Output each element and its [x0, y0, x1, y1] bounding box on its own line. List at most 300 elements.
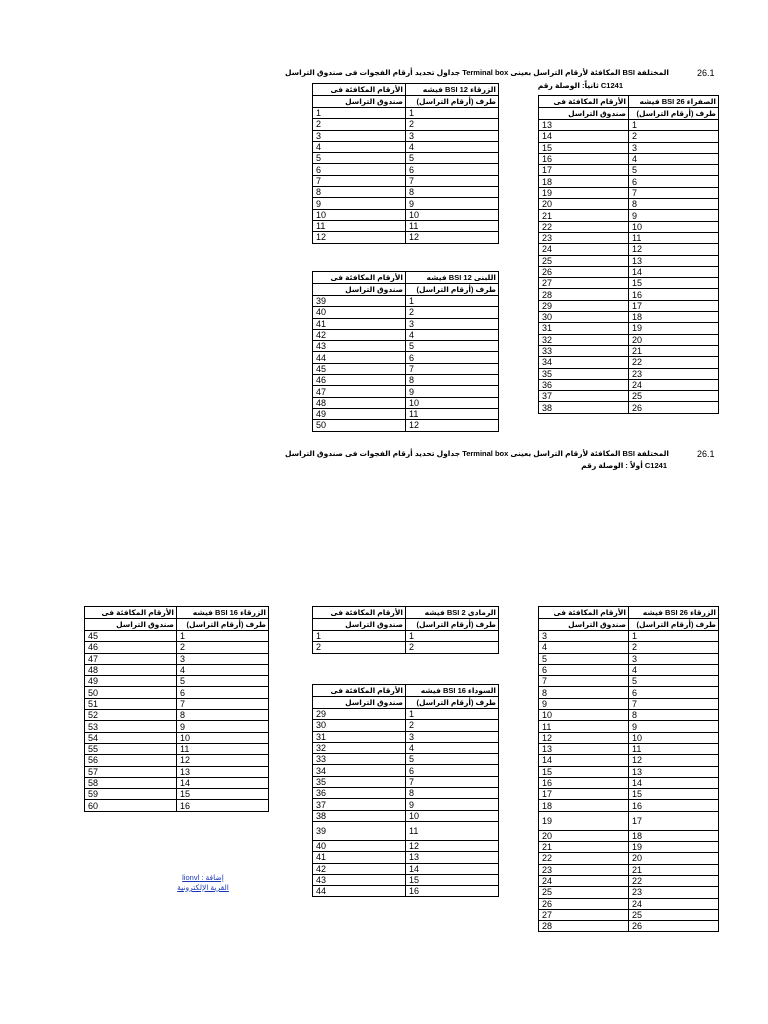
cell-terminal-number: 15: [629, 278, 719, 289]
table-row: [539, 732, 719, 743]
table-row: [313, 187, 499, 198]
table-header-row: [313, 272, 499, 284]
cell-terminal-number: 9: [406, 799, 499, 810]
cell-terminal-number: 1: [406, 296, 499, 307]
header-mapped-number: صندوق التراسل: [539, 619, 629, 631]
cell-terminal-number: 4: [177, 664, 269, 675]
cell-mapped-number: 37: [313, 799, 406, 810]
cell-mapped-number: 46: [313, 375, 406, 386]
cell-mapped-number: 25: [539, 887, 629, 898]
table-row: [85, 631, 269, 642]
cell-mapped-number: 26: [539, 266, 629, 277]
table-yellow-26: [538, 95, 719, 414]
cell-mapped-number: 7: [539, 676, 629, 687]
cell-mapped-number: 46: [85, 642, 177, 653]
cell-mapped-number: 34: [313, 765, 406, 776]
cell-terminal-number: 4: [629, 664, 719, 675]
cell-terminal-number: 3: [406, 731, 499, 742]
table-row: [85, 766, 269, 777]
table-row: [313, 709, 499, 720]
table-row: [313, 108, 499, 119]
cell-mapped-number: 10: [539, 710, 629, 721]
cell-terminal-number: 16: [177, 800, 269, 811]
cell-terminal-number: 1: [629, 631, 719, 642]
cell-terminal-number: 13: [629, 255, 719, 266]
cell-mapped-number: 13: [539, 743, 629, 754]
cell-terminal-number: 6: [177, 687, 269, 698]
cell-terminal-number: 17: [629, 811, 719, 830]
cell-mapped-number: 32: [539, 334, 629, 345]
table-row: [313, 329, 499, 340]
table-row: [539, 391, 719, 402]
table-row: [313, 130, 499, 141]
table-row: [539, 800, 719, 811]
cell-terminal-number: 24: [629, 898, 719, 909]
table-row: [85, 800, 269, 811]
table-row: [313, 175, 499, 186]
cell-mapped-number: 23: [539, 232, 629, 243]
cell-mapped-number: 42: [313, 863, 406, 874]
table-row: [539, 244, 719, 255]
header-mapped-number: الأرقام المكافئة فى: [313, 84, 406, 96]
table-row: [539, 777, 719, 788]
cell-mapped-number: 55: [85, 743, 177, 754]
cell-mapped-number: 36: [313, 788, 406, 799]
table-header-row: [313, 685, 499, 697]
table-row: [539, 642, 719, 653]
cell-mapped-number: 13: [539, 120, 629, 131]
cell-mapped-number: 8: [313, 187, 406, 198]
table-row: [313, 153, 499, 164]
table-blue-26: [538, 606, 719, 932]
table-row: [313, 821, 499, 840]
table-row: [313, 420, 499, 431]
mid-caption-subtitle: C1241 أولاً : الوصلة رقم: [581, 461, 667, 470]
table-header-row: [313, 284, 499, 296]
cell-mapped-number: 16: [539, 777, 629, 788]
table-row: [539, 743, 719, 754]
cell-mapped-number: 6: [313, 164, 406, 175]
table-header-row: [313, 607, 499, 619]
cell-terminal-number: 5: [629, 165, 719, 176]
table-row: [539, 842, 719, 853]
table-header-row: [313, 84, 499, 96]
table-header-row: [539, 607, 719, 619]
cell-mapped-number: 40: [313, 307, 406, 318]
table-row: [539, 142, 719, 153]
cell-mapped-number: 39: [313, 821, 406, 840]
table-header-row: [85, 619, 269, 631]
cell-terminal-number: 9: [177, 721, 269, 732]
cell-mapped-number: 29: [313, 709, 406, 720]
table-row: [539, 875, 719, 886]
table-row: [539, 864, 719, 875]
table-row: [539, 232, 719, 243]
cell-mapped-number: 6: [539, 664, 629, 675]
table-row: [313, 840, 499, 851]
cell-terminal-number: 8: [629, 199, 719, 210]
table-row: [539, 368, 719, 379]
cell-terminal-number: 8: [177, 710, 269, 721]
table-grey-2: [312, 606, 499, 654]
table-row: [313, 352, 499, 363]
table-row: [313, 397, 499, 408]
cell-mapped-number: 22: [539, 221, 629, 232]
cell-mapped-number: 19: [539, 811, 629, 830]
table-row: [85, 743, 269, 754]
cell-terminal-number: 11: [406, 220, 499, 231]
table-black-16: [312, 684, 499, 897]
cell-terminal-number: 9: [629, 721, 719, 732]
header-plug-terminal: طرف (أرقام التراسل): [177, 619, 269, 631]
cell-mapped-number: 21: [539, 210, 629, 221]
cell-terminal-number: 21: [629, 864, 719, 875]
cell-mapped-number: 43: [313, 874, 406, 885]
table-row: [313, 631, 499, 642]
cell-mapped-number: 1: [313, 631, 406, 642]
cell-terminal-number: 7: [177, 698, 269, 709]
table-row: [539, 687, 719, 698]
cell-mapped-number: 54: [85, 732, 177, 743]
table-row: [313, 852, 499, 863]
header-mapped-number: صندوق التراسل: [313, 96, 406, 108]
table-row: [539, 289, 719, 300]
cell-mapped-number: 51: [85, 698, 177, 709]
cell-terminal-number: 8: [406, 375, 499, 386]
cell-terminal-number: 13: [406, 852, 499, 863]
cell-mapped-number: 50: [313, 420, 406, 431]
cell-mapped-number: 24: [539, 244, 629, 255]
table-row: [539, 811, 719, 830]
header-plug-terminal: الزرقاء 16 BSI فيشه: [177, 607, 269, 619]
top-caption-title: المختلفة BSI المكافئة لأرقام التراسل بعينى Terminal box جداول تحديد أرقام الفجوات فى صندوق التراسل: [285, 68, 669, 77]
credit-link-line2[interactable]: القرية الإلكترونية: [177, 883, 229, 892]
cell-terminal-number: 14: [177, 777, 269, 788]
cell-mapped-number: 23: [539, 864, 629, 875]
table-row: [539, 887, 719, 898]
cell-mapped-number: 41: [313, 852, 406, 863]
cell-terminal-number: 5: [406, 341, 499, 352]
table-row: [313, 375, 499, 386]
table-row: [539, 664, 719, 675]
table-row: [539, 266, 719, 277]
table-row: [539, 853, 719, 864]
cell-terminal-number: 2: [406, 642, 499, 653]
cell-terminal-number: 5: [177, 676, 269, 687]
cell-terminal-number: 2: [406, 720, 499, 731]
table-row: [313, 232, 499, 243]
table-row: [313, 863, 499, 874]
mid-caption-title: المختلفة BSI المكافئة لأرقام التراسل بعينى Terminal box جداول تحديد أرقام الفجوات فى صندوق التراسل: [285, 449, 669, 458]
table-row: [539, 402, 719, 413]
cell-terminal-number: 10: [406, 209, 499, 220]
cell-terminal-number: 11: [406, 821, 499, 840]
cell-mapped-number: 50: [85, 687, 177, 698]
cell-terminal-number: 24: [629, 379, 719, 390]
header-plug-terminal: الزرقاء 26 BSI فيشه: [629, 607, 719, 619]
table-blue-12: [312, 83, 499, 244]
cell-mapped-number: 10: [313, 209, 406, 220]
cell-terminal-number: 6: [406, 765, 499, 776]
cell-mapped-number: 19: [539, 187, 629, 198]
cell-terminal-number: 20: [629, 853, 719, 864]
table-row: [313, 296, 499, 307]
cell-mapped-number: 41: [313, 318, 406, 329]
cell-mapped-number: 28: [539, 921, 629, 932]
header-plug-terminal: اللبنى 12 BSI فيشه: [406, 272, 499, 284]
table-row: [539, 921, 719, 932]
cell-mapped-number: 26: [539, 898, 629, 909]
cell-mapped-number: 2: [313, 119, 406, 130]
header-mapped-number: الأرقام المكافئة فى: [313, 607, 406, 619]
header-mapped-number: صندوق التراسل: [313, 284, 406, 296]
cell-terminal-number: 6: [629, 176, 719, 187]
cell-terminal-number: 7: [406, 776, 499, 787]
table-row: [539, 255, 719, 266]
table-row: [539, 312, 719, 323]
top-caption-number: 26.1: [697, 68, 715, 78]
table-row: [85, 732, 269, 743]
cell-terminal-number: 14: [406, 863, 499, 874]
table-row: [313, 220, 499, 231]
cell-terminal-number: 1: [629, 120, 719, 131]
cell-terminal-number: 3: [629, 653, 719, 664]
table-row: [313, 776, 499, 787]
table-header-row: [539, 619, 719, 631]
table-row: [313, 788, 499, 799]
cell-mapped-number: 25: [539, 255, 629, 266]
cell-terminal-number: 26: [629, 402, 719, 413]
table-header-row: [539, 108, 719, 120]
table-row: [85, 777, 269, 788]
header-mapped-number: الأرقام المكافئة فى: [539, 607, 629, 619]
cell-terminal-number: 2: [629, 642, 719, 653]
cell-terminal-number: 19: [629, 323, 719, 334]
cell-mapped-number: 11: [539, 721, 629, 732]
cell-terminal-number: 2: [406, 119, 499, 130]
table-row: [539, 631, 719, 642]
cell-terminal-number: 11: [177, 743, 269, 754]
table-row: [313, 642, 499, 653]
cell-mapped-number: 42: [313, 329, 406, 340]
cell-mapped-number: 30: [539, 312, 629, 323]
cell-terminal-number: 1: [406, 709, 499, 720]
table-row: [85, 710, 269, 721]
cell-terminal-number: 16: [629, 800, 719, 811]
table-row: [539, 153, 719, 164]
table-row: [313, 119, 499, 130]
cell-terminal-number: 15: [629, 789, 719, 800]
cell-terminal-number: 16: [406, 886, 499, 897]
cell-mapped-number: 59: [85, 789, 177, 800]
table-row: [539, 898, 719, 909]
cell-terminal-number: 3: [406, 318, 499, 329]
cell-mapped-number: 14: [539, 131, 629, 142]
credit-link[interactable]: [158, 873, 248, 893]
cell-mapped-number: 33: [313, 754, 406, 765]
cell-terminal-number: 10: [177, 732, 269, 743]
cell-mapped-number: 29: [539, 300, 629, 311]
header-plug-terminal: السوداء 16 BSI فيشه: [406, 685, 499, 697]
table-row: [85, 653, 269, 664]
cell-mapped-number: 5: [539, 653, 629, 664]
table-row: [539, 698, 719, 709]
cell-terminal-number: 26: [629, 921, 719, 932]
cell-mapped-number: 33: [539, 345, 629, 356]
cell-mapped-number: 12: [539, 732, 629, 743]
cell-terminal-number: 12: [406, 840, 499, 851]
cell-terminal-number: 20: [629, 334, 719, 345]
table-row: [539, 909, 719, 920]
table-row: [539, 345, 719, 356]
cell-terminal-number: 5: [406, 754, 499, 765]
table-row: [313, 341, 499, 352]
cell-terminal-number: 2: [406, 307, 499, 318]
cell-mapped-number: 1: [313, 108, 406, 119]
cell-terminal-number: 11: [629, 232, 719, 243]
header-plug-terminal: طرف (أرقام التراسل): [629, 108, 719, 120]
table-blue-16: [84, 606, 269, 812]
cell-terminal-number: 3: [177, 653, 269, 664]
table-row: [539, 721, 719, 732]
table-header-row: [313, 96, 499, 108]
header-plug-terminal: الرمادى 2 BSI فيشه: [406, 607, 499, 619]
cell-mapped-number: 35: [313, 776, 406, 787]
cell-mapped-number: 47: [313, 386, 406, 397]
cell-terminal-number: 8: [406, 788, 499, 799]
table-row: [313, 307, 499, 318]
table-header-row: [85, 607, 269, 619]
table-row: [539, 300, 719, 311]
cell-mapped-number: 60: [85, 800, 177, 811]
cell-terminal-number: 18: [629, 312, 719, 323]
cell-terminal-number: 6: [406, 164, 499, 175]
cell-mapped-number: 38: [313, 810, 406, 821]
cell-mapped-number: 49: [85, 676, 177, 687]
table-row: [313, 198, 499, 209]
cell-mapped-number: 38: [539, 402, 629, 413]
cell-terminal-number: 15: [406, 874, 499, 885]
cell-terminal-number: 21: [629, 345, 719, 356]
table-row: [539, 221, 719, 232]
cell-terminal-number: 7: [629, 698, 719, 709]
cell-mapped-number: 32: [313, 742, 406, 753]
table-row: [313, 209, 499, 220]
table-row: [539, 131, 719, 142]
cell-mapped-number: 28: [539, 289, 629, 300]
cell-terminal-number: 22: [629, 357, 719, 368]
table-row: [85, 676, 269, 687]
cell-mapped-number: 18: [539, 800, 629, 811]
table-row: [539, 323, 719, 334]
cell-mapped-number: 12: [313, 232, 406, 243]
cell-terminal-number: 12: [177, 755, 269, 766]
cell-terminal-number: 9: [406, 386, 499, 397]
table-row: [313, 799, 499, 810]
table-row: [313, 318, 499, 329]
cell-mapped-number: 4: [539, 642, 629, 653]
cell-terminal-number: 4: [406, 742, 499, 753]
table-row: [539, 379, 719, 390]
cell-mapped-number: 49: [313, 408, 406, 419]
table-row: [85, 698, 269, 709]
credit-link-line1[interactable]: إضافة : lionvl: [182, 873, 224, 882]
cell-mapped-number: 21: [539, 842, 629, 853]
table-row: [539, 120, 719, 131]
table-row: [85, 755, 269, 766]
header-mapped-number: صندوق التراسل: [313, 619, 406, 631]
cell-terminal-number: 2: [629, 131, 719, 142]
header-mapped-number: الأرقام المكافئة فى: [85, 607, 177, 619]
cell-terminal-number: 11: [629, 743, 719, 754]
cell-terminal-number: 5: [629, 676, 719, 687]
cell-mapped-number: 31: [539, 323, 629, 334]
cell-mapped-number: 45: [85, 631, 177, 642]
cell-terminal-number: 12: [629, 755, 719, 766]
cell-mapped-number: 27: [539, 909, 629, 920]
cell-terminal-number: 10: [406, 397, 499, 408]
table-row: [539, 830, 719, 841]
cell-mapped-number: 15: [539, 766, 629, 777]
cell-terminal-number: 10: [629, 732, 719, 743]
cell-mapped-number: 44: [313, 886, 406, 897]
cell-mapped-number: 39: [313, 296, 406, 307]
table-row: [313, 742, 499, 753]
cell-terminal-number: 17: [629, 300, 719, 311]
cell-mapped-number: 34: [539, 357, 629, 368]
cell-terminal-number: 11: [406, 408, 499, 419]
header-mapped-number: الأرقام المكافئة فى: [313, 272, 406, 284]
header-mapped-number: صندوق التراسل: [539, 108, 629, 120]
cell-terminal-number: 5: [406, 153, 499, 164]
table-row: [313, 408, 499, 419]
cell-mapped-number: 22: [539, 853, 629, 864]
cell-terminal-number: 3: [629, 142, 719, 153]
cell-terminal-number: 4: [629, 153, 719, 164]
cell-terminal-number: 15: [177, 789, 269, 800]
cell-mapped-number: 48: [85, 664, 177, 675]
cell-terminal-number: 1: [406, 631, 499, 642]
cell-mapped-number: 3: [539, 631, 629, 642]
table-row: [313, 810, 499, 821]
cell-terminal-number: 14: [629, 777, 719, 788]
cell-terminal-number: 1: [177, 631, 269, 642]
cell-terminal-number: 18: [629, 830, 719, 841]
table-row: [539, 199, 719, 210]
cell-terminal-number: 4: [406, 141, 499, 152]
table-row: [313, 886, 499, 897]
table-row: [539, 710, 719, 721]
table-row: [539, 357, 719, 368]
header-mapped-number: صندوق التراسل: [313, 697, 406, 709]
table-row: [85, 687, 269, 698]
cell-mapped-number: 2: [313, 642, 406, 653]
header-mapped-number: صندوق التراسل: [85, 619, 177, 631]
table-row: [539, 766, 719, 777]
cell-terminal-number: 13: [629, 766, 719, 777]
cell-mapped-number: 9: [539, 698, 629, 709]
table-row: [313, 363, 499, 374]
cell-terminal-number: 1: [406, 108, 499, 119]
table-row: [539, 789, 719, 800]
table-row: [85, 664, 269, 675]
cell-mapped-number: 17: [539, 165, 629, 176]
cell-mapped-number: 17: [539, 789, 629, 800]
table-row: [85, 642, 269, 653]
cell-mapped-number: 4: [313, 141, 406, 152]
cell-mapped-number: 35: [539, 368, 629, 379]
table-row: [539, 653, 719, 664]
